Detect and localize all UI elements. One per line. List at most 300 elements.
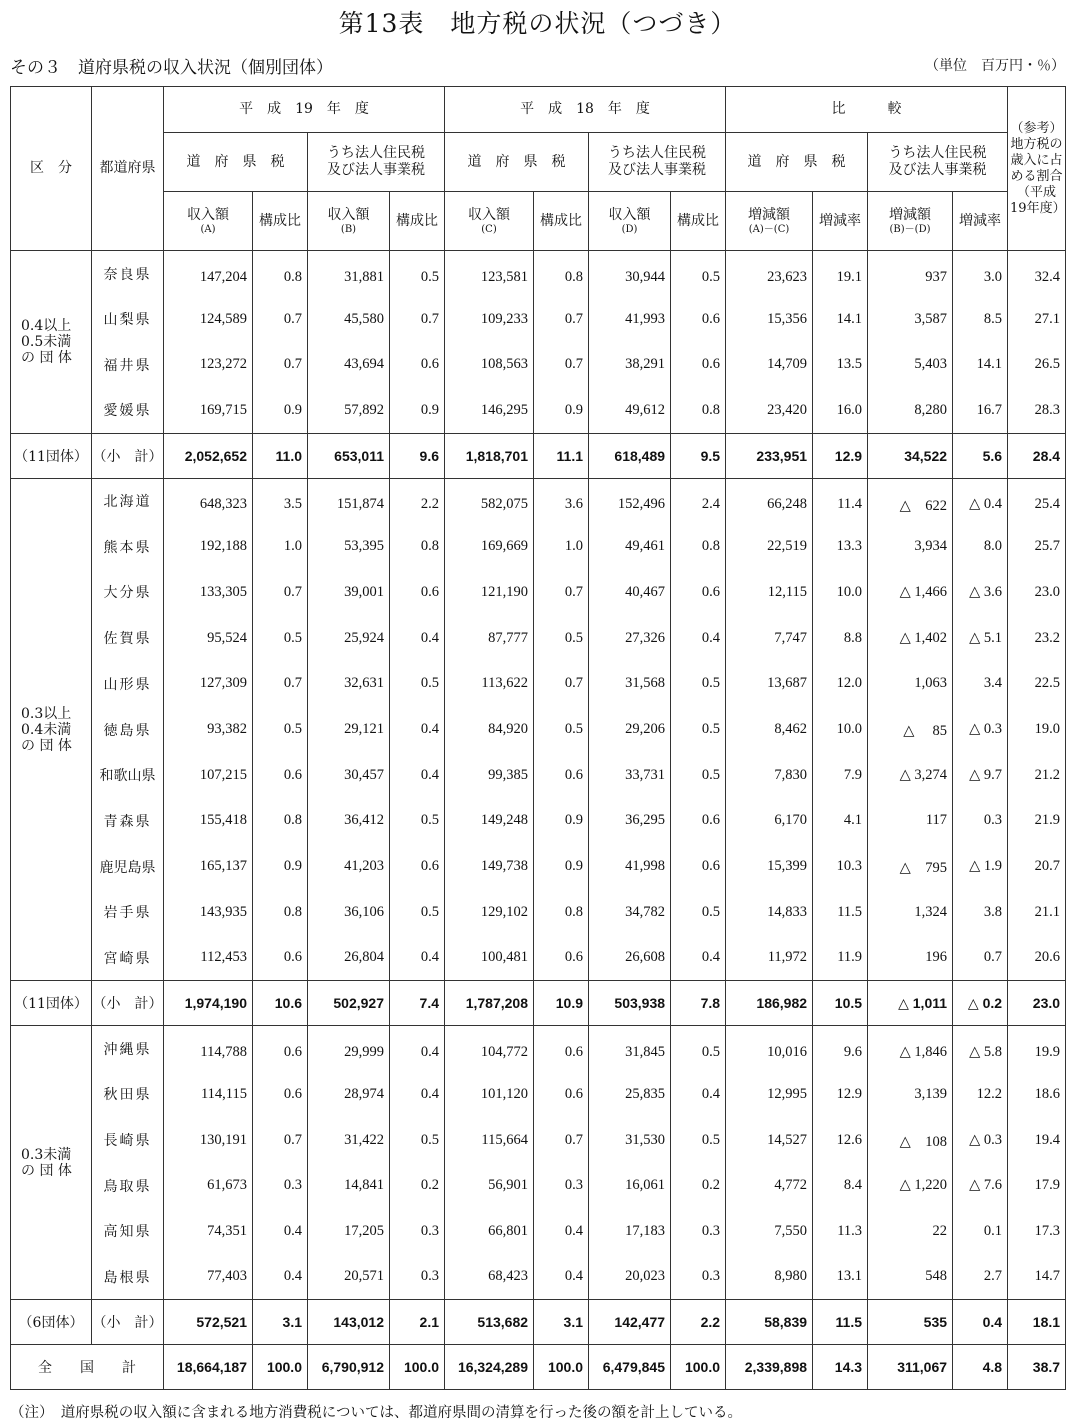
cell-value: △ 3,274	[868, 752, 953, 798]
subtotal-value: 5.6	[953, 433, 1008, 478]
cell-value: 0.6	[253, 935, 308, 981]
prefecture-name: 岩手県	[92, 889, 164, 935]
cell-value: 0.1	[953, 1209, 1008, 1255]
group-count: （11団体）	[11, 981, 92, 1026]
cell-value: 0.6	[534, 1026, 589, 1072]
cell-value: 3.4	[953, 661, 1008, 707]
cell-value: 0.7	[534, 1117, 589, 1163]
cell-value: 13,687	[726, 661, 813, 707]
group-count: （6団体）	[11, 1300, 92, 1345]
cell-value: △ 5.8	[953, 1026, 1008, 1072]
cell-value: 0.6	[534, 935, 589, 981]
cell-value: 29,206	[589, 707, 671, 753]
cell-value: 19.1	[813, 251, 868, 297]
cell-value: 109,233	[445, 296, 534, 342]
cell-value: 13.1	[813, 1254, 868, 1300]
cell-value: 36,106	[308, 889, 390, 935]
cell-value: 115,664	[445, 1117, 534, 1163]
group-label-line: 0.3未満	[21, 1146, 72, 1163]
prefectural-tax-table	[10, 86, 1066, 1390]
cell-value: 12.2	[953, 1072, 1008, 1118]
subtotal-value: 186,982	[726, 981, 813, 1026]
cell-value: 0.5	[671, 1026, 726, 1072]
header-kubun: 区 分	[11, 87, 92, 251]
cell-value: 0.3	[671, 1209, 726, 1255]
group-label	[11, 1026, 92, 1300]
header-zogen-bd: 増減額 (B)－(D)	[868, 192, 953, 251]
cell-value: 31,881	[308, 251, 390, 297]
cell-value: 648,323	[164, 478, 253, 524]
cell-value: 57,892	[308, 388, 390, 434]
cell-value: 3.8	[953, 889, 1008, 935]
cell-value: 10.3	[813, 844, 868, 890]
cell-value: 6,170	[726, 798, 813, 844]
cell-value: △ 3.6	[953, 570, 1008, 616]
cell-value: 61,673	[164, 1163, 253, 1209]
subtotal-label: （小 計）	[92, 981, 164, 1026]
cell-value: 49,612	[589, 388, 671, 434]
subtotal-value: 1,818,701	[445, 433, 534, 478]
subtotal-value: 142,477	[589, 1300, 671, 1345]
cell-value: 17.9	[1008, 1163, 1066, 1209]
cell-value: 104,772	[445, 1026, 534, 1072]
cell-value: 0.3	[671, 1254, 726, 1300]
cell-value: 11.5	[813, 889, 868, 935]
national-total-row	[11, 1345, 1066, 1390]
cell-value: 107,215	[164, 752, 253, 798]
subtotal-value: △ 1,011	[868, 981, 953, 1026]
prefecture-name: 島根県	[92, 1254, 164, 1300]
national-total-value: 14.3	[813, 1345, 868, 1390]
subtotal-value: 502,927	[308, 981, 390, 1026]
header-hikaku: 比 較	[726, 87, 1008, 133]
cell-value: 12,115	[726, 570, 813, 616]
cell-value: 19.0	[1008, 707, 1066, 753]
cell-value: 155,418	[164, 798, 253, 844]
prefecture-name: 秋田県	[92, 1072, 164, 1118]
subtotal-value: 12.9	[813, 433, 868, 478]
cell-value: 30,457	[308, 752, 390, 798]
cell-value: 127,309	[164, 661, 253, 707]
cell-value: 31,422	[308, 1117, 390, 1163]
cell-value: 0.5	[390, 251, 445, 297]
cell-value: 20,571	[308, 1254, 390, 1300]
cell-value: 20.7	[1008, 844, 1066, 890]
cell-value: 123,581	[445, 251, 534, 297]
prefecture-name: 福井県	[92, 342, 164, 388]
cell-value: 0.6	[671, 342, 726, 388]
cell-value: 0.6	[671, 296, 726, 342]
cell-value: 41,998	[589, 844, 671, 890]
cell-value: 32.4	[1008, 251, 1066, 297]
cell-value: 169,715	[164, 388, 253, 434]
cell-value: 11,972	[726, 935, 813, 981]
cell-value: 0.8	[534, 251, 589, 297]
cell-value: 15,399	[726, 844, 813, 890]
cell-value: △ 85	[868, 707, 953, 753]
group-label-line: の 団 体	[21, 349, 72, 366]
national-total-value: 100.0	[253, 1345, 308, 1390]
cell-value: 0.5	[671, 889, 726, 935]
cell-value: 0.8	[534, 889, 589, 935]
table-row	[11, 1163, 1066, 1209]
cell-value: 0.5	[253, 707, 308, 753]
cell-value: 1.0	[534, 524, 589, 570]
cell-value: 147,204	[164, 251, 253, 297]
cell-value: 149,248	[445, 798, 534, 844]
cell-value: 7.9	[813, 752, 868, 798]
header-kosei: 構成比	[671, 192, 726, 251]
subtotal-value: 23.0	[1008, 981, 1066, 1026]
cell-value: 0.4	[390, 707, 445, 753]
header-hojin-cmp: うち法人住民税 及び法人事業税	[868, 133, 1008, 192]
table-row	[11, 844, 1066, 890]
cell-value: 25,835	[589, 1072, 671, 1118]
unit-label: （単位 百万円・％）	[925, 58, 1065, 74]
cell-value: 0.7	[534, 661, 589, 707]
subtotal-value: 11.1	[534, 433, 589, 478]
table-header	[11, 87, 1066, 251]
subtotal-value: △ 0.2	[953, 981, 1008, 1026]
subtotal-row	[11, 1300, 1066, 1345]
prefecture-name: 和歌山県	[92, 752, 164, 798]
cell-value: 31,845	[589, 1026, 671, 1072]
cell-value: 17,183	[589, 1209, 671, 1255]
cell-value: 0.7	[534, 570, 589, 616]
group-label-line: の 団 体	[21, 1162, 72, 1179]
table-row	[11, 615, 1066, 661]
cell-value: 149,738	[445, 844, 534, 890]
subtotal-value: 34,522	[868, 433, 953, 478]
cell-value: 0.7	[534, 342, 589, 388]
national-total-value: 311,067	[868, 1345, 953, 1390]
cell-value: 3.6	[534, 478, 589, 524]
cell-value: 0.5	[390, 798, 445, 844]
cell-value: 0.6	[534, 1072, 589, 1118]
cell-value: 165,137	[164, 844, 253, 890]
cell-value: 30,944	[589, 251, 671, 297]
cell-value: 36,295	[589, 798, 671, 844]
cell-value: 14,841	[308, 1163, 390, 1209]
cell-value: 0.6	[253, 752, 308, 798]
cell-value: 26.5	[1008, 342, 1066, 388]
subtotal-value: 10.5	[813, 981, 868, 1026]
header-kosei: 構成比	[534, 192, 589, 251]
cell-value: 0.3	[253, 1163, 308, 1209]
header-sanko: （参考）地方税の歳入に占める割合（平成19年度）	[1008, 87, 1066, 251]
subtotal-label: （小 計）	[92, 433, 164, 478]
footnote: （注） 道府県税の収入額に含まれる地方消費税については、都道府県間の清算を行った後の額を計上している。	[10, 1405, 742, 1421]
cell-value: △ 0.4	[953, 478, 1008, 524]
cell-value: 23,623	[726, 251, 813, 297]
cell-value: 0.9	[534, 844, 589, 890]
cell-value: 0.4	[253, 1209, 308, 1255]
cell-value: 0.5	[671, 251, 726, 297]
cell-value: 25.4	[1008, 478, 1066, 524]
cell-value: 13.5	[813, 342, 868, 388]
header-kosei: 構成比	[253, 192, 308, 251]
cell-value: 151,874	[308, 478, 390, 524]
cell-value: 0.9	[390, 388, 445, 434]
cell-value: 117	[868, 798, 953, 844]
cell-value: 28,974	[308, 1072, 390, 1118]
cell-value: 0.3	[534, 1163, 589, 1209]
cell-value: 143,935	[164, 889, 253, 935]
cell-value: 22.5	[1008, 661, 1066, 707]
cell-value: 113,622	[445, 661, 534, 707]
prefecture-name: 佐賀県	[92, 615, 164, 661]
group-label	[11, 251, 92, 434]
cell-value: 100,481	[445, 935, 534, 981]
table-row	[11, 251, 1066, 297]
cell-value: △ 1,220	[868, 1163, 953, 1209]
cell-value: 0.4	[390, 1026, 445, 1072]
cell-value: 8,280	[868, 388, 953, 434]
cell-value: △ 9.7	[953, 752, 1008, 798]
cell-value: 21.9	[1008, 798, 1066, 844]
cell-value: 41,203	[308, 844, 390, 890]
cell-value: 0.6	[534, 752, 589, 798]
cell-value: 0.4	[390, 1072, 445, 1118]
national-total-value: 4.8	[953, 1345, 1008, 1390]
cell-value: △ 1,466	[868, 570, 953, 616]
cell-value: 108,563	[445, 342, 534, 388]
cell-value: 10.0	[813, 570, 868, 616]
cell-value: 12.6	[813, 1117, 868, 1163]
group-label-line: 0.5未満	[21, 333, 72, 350]
cell-value: 0.7	[534, 296, 589, 342]
subtotal-value: 1,787,208	[445, 981, 534, 1026]
cell-value: 0.4	[534, 1254, 589, 1300]
header-h19: 平 成 19 年 度	[164, 87, 445, 133]
cell-value: 0.4	[534, 1209, 589, 1255]
cell-value: 130,191	[164, 1117, 253, 1163]
header-zogen-ac: 増減額 (A)－(C)	[726, 192, 813, 251]
cell-value: 0.9	[534, 798, 589, 844]
cell-value: 84,920	[445, 707, 534, 753]
subtotal-value: 653,011	[308, 433, 390, 478]
prefecture-name: 愛媛県	[92, 388, 164, 434]
cell-value: 66,801	[445, 1209, 534, 1255]
cell-value: △ 622	[868, 478, 953, 524]
subtotal-value: 572,521	[164, 1300, 253, 1345]
header-hojin-18: うち法人住民税 及び法人事業税	[589, 133, 726, 192]
cell-value: 10,016	[726, 1026, 813, 1072]
prefecture-name: 鹿児島県	[92, 844, 164, 890]
cell-value: 0.4	[253, 1254, 308, 1300]
cell-value: 0.4	[671, 615, 726, 661]
header-shunyu-c: 収入額 (C)	[445, 192, 534, 251]
cell-value: 146,295	[445, 388, 534, 434]
cell-value: 112,453	[164, 935, 253, 981]
cell-value: 14.1	[813, 296, 868, 342]
cell-value: 0.8	[253, 251, 308, 297]
cell-value: 87,777	[445, 615, 534, 661]
cell-value: 0.6	[253, 1026, 308, 1072]
cell-value: 0.7	[253, 1117, 308, 1163]
subtotal-value: 9.6	[390, 433, 445, 478]
cell-value: 68,423	[445, 1254, 534, 1300]
cell-value: 2.2	[390, 478, 445, 524]
header-todofuken: 都道府県	[92, 87, 164, 251]
cell-value: 29,999	[308, 1026, 390, 1072]
cell-value: 16.7	[953, 388, 1008, 434]
prefecture-name: 大分県	[92, 570, 164, 616]
cell-value: 152,496	[589, 478, 671, 524]
cell-value: 1,063	[868, 661, 953, 707]
prefecture-name: 高知県	[92, 1209, 164, 1255]
cell-value: 27,326	[589, 615, 671, 661]
prefecture-name: 青森県	[92, 798, 164, 844]
cell-value: 0.4	[390, 752, 445, 798]
prefecture-name: 山形県	[92, 661, 164, 707]
table-row	[11, 707, 1066, 753]
cell-value: 7,830	[726, 752, 813, 798]
cell-value: 0.6	[253, 1072, 308, 1118]
table-row	[11, 478, 1066, 524]
subtotal-value: 535	[868, 1300, 953, 1345]
subtotal-value: 2.2	[671, 1300, 726, 1345]
header-kosei: 構成比	[390, 192, 445, 251]
group-label-line: 0.3以上	[21, 705, 72, 722]
page-title: 第13表 地方税の状況（つづき）	[338, 9, 737, 38]
subtotal-row	[11, 433, 1066, 478]
cell-value: 7,747	[726, 615, 813, 661]
cell-value: 3,587	[868, 296, 953, 342]
group-count: （11団体）	[11, 433, 92, 478]
cell-value: 0.7	[253, 570, 308, 616]
table-row	[11, 388, 1066, 434]
header-zogenritsu: 増減率	[953, 192, 1008, 251]
cell-value: 0.6	[671, 570, 726, 616]
cell-value: △ 7.6	[953, 1163, 1008, 1209]
cell-value: △ 108	[868, 1117, 953, 1163]
cell-value: 937	[868, 251, 953, 297]
cell-value: 99,385	[445, 752, 534, 798]
cell-value: 133,305	[164, 570, 253, 616]
cell-value: 0.5	[671, 1117, 726, 1163]
cell-value: 0.4	[671, 935, 726, 981]
subtotal-value: 503,938	[589, 981, 671, 1026]
subtotal-value: 10.9	[534, 981, 589, 1026]
cell-value: 18.6	[1008, 1072, 1066, 1118]
cell-value: 26,804	[308, 935, 390, 981]
cell-value: 0.4	[671, 1072, 726, 1118]
cell-value: 23.0	[1008, 570, 1066, 616]
cell-value: 0.5	[390, 661, 445, 707]
header-shunyu-b: 収入額 (B)	[308, 192, 390, 251]
national-total-label: 全 国 計	[11, 1345, 164, 1390]
subtotal-value: 7.4	[390, 981, 445, 1026]
cell-value: 0.9	[534, 388, 589, 434]
header-shunyu-a: 収入額 (A)	[164, 192, 253, 251]
cell-value: 21.1	[1008, 889, 1066, 935]
cell-value: 25.7	[1008, 524, 1066, 570]
cell-value: 129,102	[445, 889, 534, 935]
cell-value: 5,403	[868, 342, 953, 388]
national-total-value: 6,479,845	[589, 1345, 671, 1390]
cell-value: 39,001	[308, 570, 390, 616]
cell-value: 582,075	[445, 478, 534, 524]
subtotal-value: 1,974,190	[164, 981, 253, 1026]
subtotal-value: 9.5	[671, 433, 726, 478]
cell-value: 14,709	[726, 342, 813, 388]
cell-value: 124,589	[164, 296, 253, 342]
cell-value: 0.3	[390, 1209, 445, 1255]
prefecture-name: 徳島県	[92, 707, 164, 753]
national-total-value: 2,339,898	[726, 1345, 813, 1390]
header-shunyu-d: 収入額 (D)	[589, 192, 671, 251]
cell-value: 49,461	[589, 524, 671, 570]
national-total-value: 100.0	[671, 1345, 726, 1390]
cell-value: 0.8	[253, 889, 308, 935]
national-total-value: 100.0	[390, 1345, 445, 1390]
cell-value: 2.4	[671, 478, 726, 524]
cell-value: 0.5	[671, 707, 726, 753]
cell-value: 17.3	[1008, 1209, 1066, 1255]
cell-value: 0.8	[390, 524, 445, 570]
cell-value: △ 0.3	[953, 707, 1008, 753]
table-row	[11, 752, 1066, 798]
table-row	[11, 524, 1066, 570]
cell-value: 15,356	[726, 296, 813, 342]
cell-value: 31,530	[589, 1117, 671, 1163]
cell-value: 22	[868, 1209, 953, 1255]
prefecture-name: 鳥取県	[92, 1163, 164, 1209]
prefecture-name: 北海道	[92, 478, 164, 524]
table-row	[11, 661, 1066, 707]
cell-value: 123,272	[164, 342, 253, 388]
cell-value: △ 795	[868, 844, 953, 890]
cell-value: 43,694	[308, 342, 390, 388]
cell-value: 9.6	[813, 1026, 868, 1072]
national-total-value: 18,664,187	[164, 1345, 253, 1390]
cell-value: 0.5	[671, 752, 726, 798]
group-label-line: 0.4以上	[21, 317, 72, 334]
cell-value: 0.5	[534, 615, 589, 661]
cell-value: 17,205	[308, 1209, 390, 1255]
cell-value: 8.0	[953, 524, 1008, 570]
cell-value: 0.7	[253, 296, 308, 342]
subtotal-value: 143,012	[308, 1300, 390, 1345]
cell-value: 0.7	[390, 296, 445, 342]
subtotal-value: 7.8	[671, 981, 726, 1026]
cell-value: 16.0	[813, 388, 868, 434]
subtotal-value: 2,052,652	[164, 433, 253, 478]
cell-value: 0.6	[390, 342, 445, 388]
cell-value: 3.0	[953, 251, 1008, 297]
header-dofukenzei-19: 道 府 県 税	[164, 133, 308, 192]
cell-value: 4.1	[813, 798, 868, 844]
cell-value: 0.6	[671, 798, 726, 844]
cell-value: 41,993	[589, 296, 671, 342]
cell-value: 8,462	[726, 707, 813, 753]
cell-value: 21.2	[1008, 752, 1066, 798]
prefecture-name: 宮崎県	[92, 935, 164, 981]
cell-value: 0.4	[390, 935, 445, 981]
cell-value: 101,120	[445, 1072, 534, 1118]
subtotal-value: 11.5	[813, 1300, 868, 1345]
cell-value: 19.4	[1008, 1117, 1066, 1163]
cell-value: 0.5	[390, 889, 445, 935]
subtotal-value: 618,489	[589, 433, 671, 478]
cell-value: 8.8	[813, 615, 868, 661]
cell-value: 11.9	[813, 935, 868, 981]
national-total-value: 16,324,289	[445, 1345, 534, 1390]
table-body	[11, 251, 1066, 1390]
cell-value: 36,412	[308, 798, 390, 844]
cell-value: 0.6	[390, 570, 445, 616]
